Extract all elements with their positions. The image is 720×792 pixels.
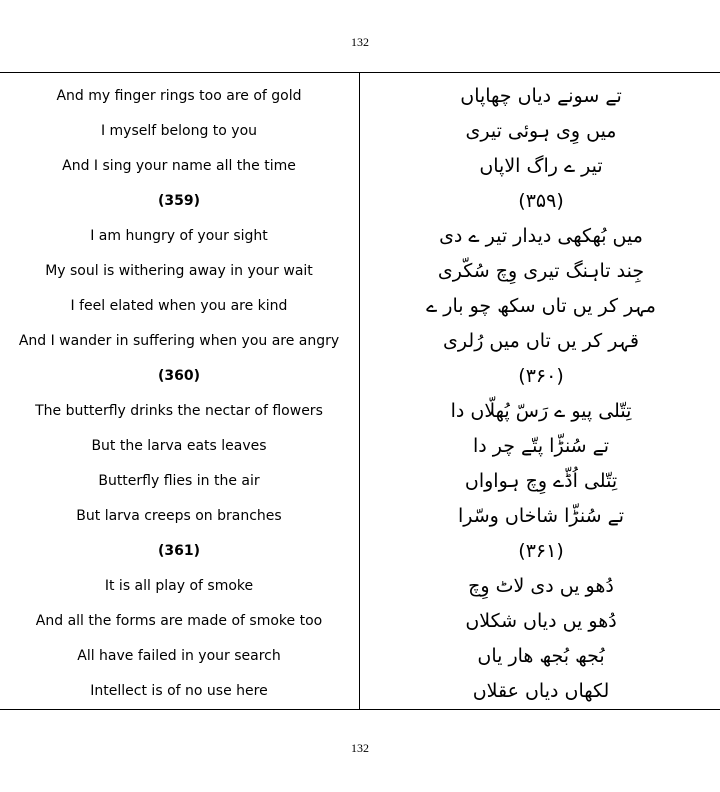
english-line: All have failed in your search bbox=[77, 648, 281, 664]
urdu-line: جِند تاہنگ تیری وِچ سُکّری bbox=[437, 260, 645, 282]
table-row bbox=[0, 114, 720, 149]
urdu-line: تِتّلی پیو ے رَسّ پُھلّاں دا bbox=[450, 400, 632, 422]
english-line: It is all play of smoke bbox=[104, 578, 254, 594]
english-line: And I wander in suffering when you are angry bbox=[18, 333, 340, 349]
page-number-top: 132 bbox=[351, 35, 369, 49]
verse-number-english: (360) bbox=[157, 368, 201, 384]
table-row bbox=[0, 149, 720, 184]
table-row bbox=[0, 464, 720, 499]
verse-number-english: (361) bbox=[157, 543, 201, 559]
verse-number-urdu: (۳۶۱) bbox=[518, 540, 564, 562]
table-row bbox=[0, 394, 720, 429]
verse-number-urdu: (۳۵۹) bbox=[518, 190, 564, 212]
bottom-rule bbox=[0, 709, 720, 710]
urdu-line: قہر کر یں تاں میں رُلری bbox=[443, 330, 639, 352]
urdu-line: تے سُنڑّا پتّے چر دا bbox=[472, 435, 610, 457]
table-row bbox=[0, 324, 720, 359]
verse-number-english: (359) bbox=[157, 193, 201, 209]
urdu-line: مہر کر یں تاں سکھ چو بار ے bbox=[426, 295, 656, 317]
english-line: Butterfly flies in the air bbox=[98, 473, 260, 489]
table-row bbox=[0, 604, 720, 639]
table-row bbox=[0, 429, 720, 464]
urdu-line: تیر ے راگ الاپاں bbox=[479, 155, 603, 177]
table-row bbox=[0, 674, 720, 709]
english-line: Intellect is of no use here bbox=[90, 683, 268, 699]
english-line: I feel elated when you are kind bbox=[70, 298, 288, 314]
urdu-line: لکھاں دیاں عقلاں bbox=[472, 680, 610, 702]
verse-number-row bbox=[0, 359, 720, 394]
urdu-line: میں بُھکھی دیدار تیر ے دی bbox=[439, 225, 643, 247]
table-row bbox=[0, 219, 720, 254]
table-row bbox=[0, 569, 720, 604]
verse-number-row bbox=[0, 184, 720, 219]
urdu-line: تِتّلی اُڈّے وِچ ہواواں bbox=[464, 470, 618, 492]
english-line: My soul is withering away in your wait bbox=[45, 263, 313, 279]
english-line: And my finger rings too are of gold bbox=[56, 88, 302, 104]
table-row bbox=[0, 289, 720, 324]
table-row bbox=[0, 499, 720, 534]
verse-number-row bbox=[0, 534, 720, 569]
urdu-line: دُھو یں دی لاٹ وِچ bbox=[468, 575, 614, 597]
english-line: But larva creeps on branches bbox=[76, 508, 282, 524]
table-row bbox=[0, 254, 720, 289]
translation-table bbox=[0, 79, 720, 709]
table-row bbox=[0, 639, 720, 674]
english-line: I am hungry of your sight bbox=[90, 228, 268, 244]
english-line: The butterfly drinks the nectar of flowers bbox=[35, 403, 323, 419]
table-row bbox=[0, 79, 720, 114]
page-number-bottom: 132 bbox=[351, 741, 369, 755]
urdu-line: تے سُنڑّا شاخاں وسّرا bbox=[457, 505, 624, 527]
urdu-line: تے سونے دیاں چھاپاں bbox=[460, 85, 622, 107]
urdu-line: بُجھ بُجھ ھار یاں bbox=[477, 645, 605, 667]
english-line: But the larva eats leaves bbox=[91, 438, 267, 454]
urdu-line: میں وِی ہوئی تیری bbox=[465, 120, 617, 142]
english-line: And all the forms are made of smoke too bbox=[35, 613, 323, 629]
english-line: I myself belong to you bbox=[100, 123, 258, 139]
top-rule bbox=[0, 72, 720, 73]
verse-number-urdu: (۳۶۰) bbox=[518, 365, 564, 387]
urdu-line: دُھو یں دیاں شکلاں bbox=[465, 610, 617, 632]
english-line: And I sing your name all the time bbox=[62, 158, 296, 174]
